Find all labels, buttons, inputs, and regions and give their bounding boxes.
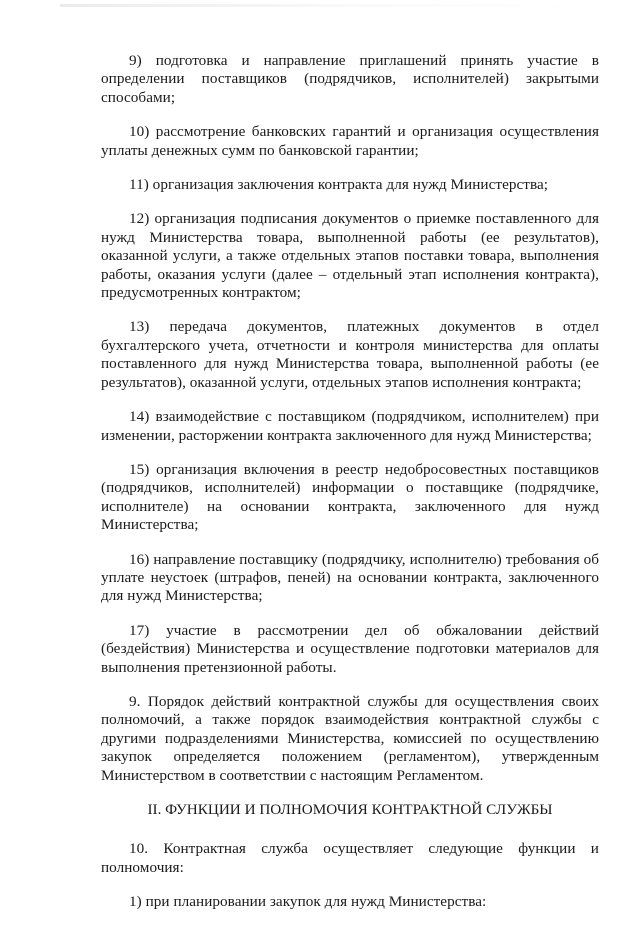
document-body xyxy=(101,52,599,928)
list-item-15: 15) организация включения в реестр недобросовестных поставщиков (подрядчиков, исполнителей) информации о поставщике (подрядчике, исполнителе) на основании контракта, заключенного для нужд Министерства; xyxy=(101,460,599,534)
section-heading: II. ФУНКЦИИ И ПОЛНОМОЧИЯ КОНТРАКТНОЙ СЛУЖБЫ xyxy=(147,801,553,818)
list-item-14: 14) взаимодействие с поставщиком (подрядчиком, исполнителем) при изменении, расторжении контракта заключенного для нужд Министерства; xyxy=(101,408,599,444)
list-item-13: 13) передача документов, платежных документов в отдел бухгалтерского учета, отчетности и контроля министерства для оплаты поставленного для нужд Министерства товара, выполненной работы (ее результатов), оказанной услуги, отдельных этапов исполнения контракта; xyxy=(101,318,599,391)
list-item-17: 17) участие в рассмотрении дел об обжаловании действий (бездействия) Министерства и осуществление подготовки материалов для выполнения претензионной работы. xyxy=(101,621,599,676)
clause-9: 9. Порядок действий контрактной службы для осуществления своих полномочий, а также порядок взаимодействия контрактной службы с другими подразделениями Министерства, комиссией по осуществлению закупок определяется положением (регламентом), утвержденным Министерством в соответствии с настоящим Регламентом. xyxy=(101,692,599,784)
clause-10: 10. Контрактная служба осуществляет следующие функции и полномочия: xyxy=(101,840,599,876)
sub-item-1: 1) при планировании закупок для нужд Министерства: xyxy=(129,893,487,911)
scan-artifact xyxy=(60,4,580,7)
list-item-11: 11) организация заключения контракта для нужд Министерства; xyxy=(129,176,549,194)
list-item-9: 9) подготовка и направление приглашений принять участие в определении поставщиков (подрядчиков, исполнителей) закрытыми способами; xyxy=(101,52,599,106)
list-item-10: 10) рассмотрение банковских гарантий и организация осуществления уплаты денежных сумм по банковской гарантии; xyxy=(101,123,599,159)
list-item-16: 16) направление поставщику (подрядчику, исполнителю) требования об уплате неустоек (штрафов, пеней) на основании контракта, заключенного для нужд Министерства; xyxy=(101,550,599,605)
list-item-12: 12) организация подписания документов о приемке поставленного для нужд Министерства товара, выполненной работы (ее результатов), оказанной услуги, а также отдельных этапов поставки товара, выполнения работы, оказания услуги (далее – отдельный этап исполнения контракта), предусмотренных контрактом; xyxy=(101,210,599,302)
